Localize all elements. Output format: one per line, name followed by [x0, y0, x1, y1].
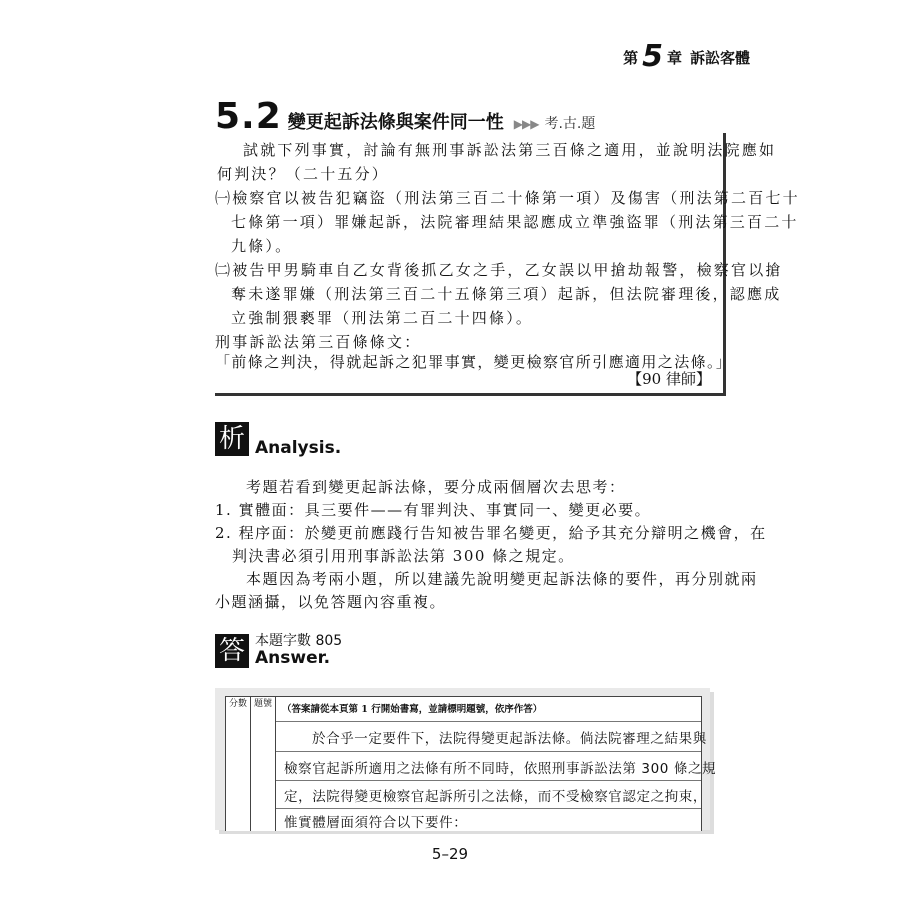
question-number-column	[251, 697, 276, 831]
analysis-line: 小題涵攝，以免答題內容重複。	[215, 593, 447, 611]
analysis-line: 2. 程序面：於變更前應踐行告知被告罪名變更，給予其充分辯明之機會，在	[215, 524, 767, 542]
question-line: ㈡被告甲男騎車自乙女背後抓乙女之手，乙女誤以甲搶劫報警，檢察官以搶	[215, 261, 783, 279]
sheet-rule	[276, 721, 701, 722]
answer-line: 定，法院得變更檢察官起訴所引之法條，而不受檢察官認定之拘束，	[284, 789, 707, 805]
question-line: 七條第一項）罪嫌起訴，法院審理結果認應成立準強盜罪（刑法第三百二十	[231, 213, 799, 231]
sheet-rule	[276, 751, 701, 752]
chapter-title: 訴訟客體	[689, 48, 750, 67]
question-line: 何判決？（二十五分）	[217, 165, 390, 183]
analysis-label: Analysis.	[255, 438, 342, 458]
score-column-header: 分數	[228, 699, 247, 709]
question-line: 刑事訴訟法第三百條條文：	[215, 333, 422, 351]
section-title: 變更起訴法條與案件同一性	[287, 112, 504, 133]
sheet-instruction: （答案請從本頁第 1 行開始書寫，並請標明題號，依序作答）	[282, 704, 543, 715]
analysis-badge: 析	[215, 422, 249, 456]
answer-line: 於合乎一定要件下，法院得變更起訴法條。倘法院審理之結果與	[312, 731, 707, 747]
question-line: 奪未遂罪嫌（刑法第三百二十五條第三項）起訴，但法院審理後，認應成	[231, 285, 782, 303]
arrows-icon: ▶▶▶	[513, 117, 539, 131]
answer-line: 檢察官起訴所適用之法條有所不同時，依照刑事訴訟法第 300 條之規	[284, 761, 717, 777]
sheet-rule	[276, 808, 701, 809]
answer-line: 惟實體層面須符合以下要件：	[284, 815, 468, 831]
page-number: 5–29	[431, 845, 469, 863]
analysis-line: 本題因為考兩小題，所以建議先說明變更起訴法條的要件，再分別就兩	[246, 570, 758, 588]
section-number: 5.2	[215, 96, 282, 137]
word-count: 本題字數 805	[255, 633, 343, 649]
analysis-line: 判決書必須引用刑事訴訟法第 300 條之規定。	[232, 547, 575, 565]
chapter-prefix: 第	[623, 48, 639, 67]
analysis-header	[215, 422, 341, 456]
analysis-line: 1. 實體面：具三要件——有罪判決、事實同一、變更必要。	[215, 501, 652, 519]
chapter-number: 5	[642, 39, 663, 74]
chapter-header	[623, 39, 750, 74]
chapter-suffix: 章	[666, 48, 682, 67]
question-line: 「前條之判決，得就起訴之犯罪事實，變更檢察官所引應適用之法條。」	[215, 353, 733, 371]
answer-header	[215, 634, 342, 668]
answer-sheet	[215, 688, 717, 831]
question-number-header: 題號	[253, 699, 272, 709]
question-line: ㈠檢察官以被告犯竊盜（刑法第三百二十條第一項）及傷害（刑法第二百七十	[215, 189, 800, 207]
question-source: 【90 律師】	[627, 370, 711, 388]
sheet-rule	[276, 780, 701, 781]
answer-sheet-grid	[225, 696, 717, 831]
score-column	[226, 697, 251, 831]
question-box	[215, 133, 800, 396]
question-line: 九條）。	[231, 237, 293, 255]
question-line: 試就下列事實，討論有無刑事訴訟法第三百條之適用，並說明法院應如	[243, 141, 777, 159]
question-line: 立強制猥褻罪（刑法第二百二十四條）。	[231, 309, 534, 327]
answer-label: Answer.	[255, 648, 331, 669]
answer-badge: 答	[215, 634, 249, 668]
section-tag: 考.古.題	[544, 116, 596, 132]
section-heading	[215, 96, 595, 137]
analysis-line: 考題若看到變更起訴法條，要分成兩個層次去思考：	[246, 478, 626, 496]
